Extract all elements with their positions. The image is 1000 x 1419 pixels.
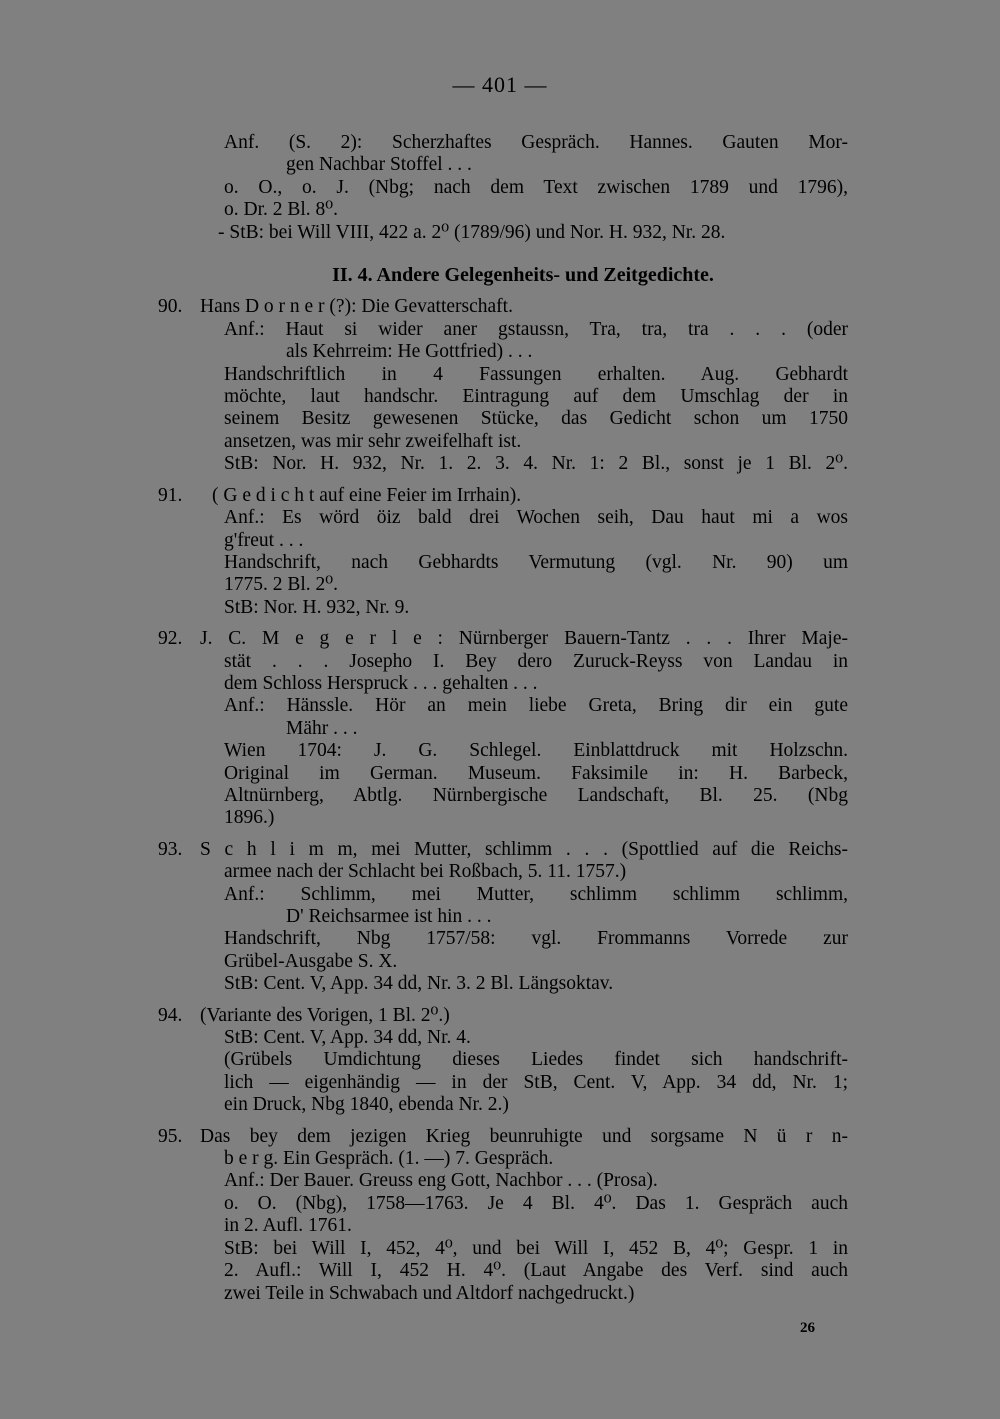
entry-heading [158,839,848,861]
text-line: Anf.: Es wörd öiz bald drei Wochen seih, Dau haut mi a wos [224,507,848,529]
section-title: II. 4. Andere Gelegenheits- und Zeitgedichte. [332,264,714,287]
entry-92 [158,628,848,830]
text-line: StB: Cent. V, App. 34 dd, Nr. 3. 2 Bl. Längsoktav. [224,973,614,995]
intro-block [158,132,848,244]
text-line: Handschrift, Nbg 1757/58: vgl. Frommanns Vorrede zur [224,928,848,950]
text-line: o. O., o. J. (Nbg; nach dem Text zwischen 1789 und 1796), [224,176,848,198]
text-line: Handschrift, nach Gebhardts Vermutung (vgl. Nr. 90) um [224,551,848,573]
entry-title: J. C. M e g e r l e : Nürnberger Bauern-Tantz . . . Ihrer Maje- [200,628,848,650]
entry-number: 91. [158,484,183,506]
entry-95 [158,1126,848,1305]
text-line: gen Nachbar Stoffel . . . [286,154,472,176]
text-line: StB: bei Will I, 452, 4⁰, und bei Will I, 452 B, 4⁰; Gespr. 1 in [224,1237,848,1259]
text-line: armee nach der Schlacht bei Roßbach, 5. 11. 1757.) [224,861,627,883]
entry-number: 92. [158,628,183,650]
text-line: Anf. (S. 2): Scherzhaftes Gespräch. Hannes. Gauten Mor- [224,132,848,153]
text-line: als Kehrreim: He Gottfried) . . . [286,341,533,363]
text-line: Anf.: Der Bauer. Greuss eng Gott, Nachbor . . . (Prosa). [224,1170,658,1192]
entry-number: 93. [158,838,183,860]
text-line: - StB: bei Will VIII, 422 a. 2⁰ (1789/96) und Nor. H. 932, Nr. 28. [218,221,726,243]
text-line: StB: Nor. H. 932, Nr. 9. [224,596,410,618]
text-line: Anf.: Hänssle. Hör an mein liebe Greta, Bring dir ein gute [224,695,848,717]
entry-94 [158,1005,848,1117]
text-line: Anf.: Schlimm, mei Mutter, schlimm schlimm schlimm, [224,883,848,905]
text-line: Handschriftlich in 4 Fassungen erhalten. Aug. Gebhardt [224,363,848,385]
page-body [158,132,848,1305]
entry-number: 90. [158,296,183,318]
entry-heading [158,485,848,507]
text-line: lich — eigenhändig — in der StB, Cent. V, App. 34 dd, Nr. 1; [224,1071,848,1093]
text-line: Wien 1704: J. G. Schlegel. Einblattdruck mit Holzschn. [224,740,848,762]
text-line: zwei Teile in Schwabach und Altdorf nachgedruckt.) [224,1282,635,1304]
entry-heading [158,296,848,318]
text-line: o. O. (Nbg), 1758—1763. Je 4 Bl. 4⁰. Das 1. Gespräch auch [224,1192,848,1214]
entry-title: S c h l i m m, mei Mutter, schlimm . . . (Spottlied auf die Reichs- [200,838,848,860]
text-line: in 2. Aufl. 1761. [224,1215,352,1237]
text-line: Mähr . . . [286,717,358,739]
page-number: — 401 — [452,72,548,97]
text-line: stät . . . Josepho I. Bey dero Zuruck-Reyss von Landau in [224,650,848,672]
text-line: Original im German. Museum. Faksimile in: H. Barbeck, [224,762,848,784]
entry-title: Das bey dem jezigen Krieg beunruhigte und sorgsame N ü r n- [200,1125,848,1147]
entry-title: (Variante des Vorigen, 1 Bl. 2⁰.) [200,1004,450,1026]
entry-93 [158,839,848,996]
text-line: möchte, laut handschr. Eintragung auf dem Umschlag der in [224,386,848,408]
text-line: 1896.) [224,807,275,829]
entry-heading [158,1126,848,1148]
text-line: 2. Aufl.: Will I, 452 H. 4⁰. (Laut Angabe des Verf. sind auch [224,1260,848,1282]
text-line: StB: Cent. V, App. 34 dd, Nr. 4. [224,1027,471,1049]
text-line: g'freut . . . [224,529,304,551]
text-line: D' Reichsarmee ist hin . . . [286,906,492,927]
entry-91 [158,485,848,619]
text-line: ansetzen, was mir sehr zweifelhaft ist. [224,430,522,452]
entry-number: 95. [158,1125,183,1147]
signature-mark: 26 [800,1320,815,1336]
entry-number: 94. [158,1004,183,1026]
entry-title: Hans D o r n e r (?): Die Gevatterschaft. [200,296,513,318]
text-line: b e r g. Ein Gespräch. (1. —) 7. Gespräch. [224,1148,554,1170]
entry-90 [158,296,848,475]
entry-heading [158,628,848,650]
text-line: (Grübels Umdichtung dieses Liedes findet sich handschrift- [224,1049,848,1071]
entry-title: ( G e d i c h t auf eine Feier im Irrhain). [212,484,522,506]
text-line: 1775. 2 Bl. 2⁰. [224,574,338,596]
text-line: StB: Nor. H. 932, Nr. 1. 2. 3. 4. Nr. 1: 2 Bl., sonst je 1 Bl. 2⁰. [224,453,848,475]
text-line: ein Druck, Nbg 1840, ebenda Nr. 2.) [224,1094,509,1116]
text-line: Anf.: Haut si wider aner gstaussn, Tra, tra, tra . . . (oder [224,318,848,340]
text-line: Altnürnberg, Abtlg. Nürnbergische Landschaft, Bl. 25. (Nbg [224,784,848,806]
text-line: dem Schloss Herspruck . . . gehalten . . . [224,672,538,694]
text-line: Grübel-Ausgabe S. X. [224,950,398,972]
entry-heading [158,1005,848,1027]
text-line: o. Dr. 2 Bl. 8⁰. [224,199,338,221]
text-line: seinem Besitz gewesenen Stücke, das Gedicht schon um 1750 [224,408,848,430]
